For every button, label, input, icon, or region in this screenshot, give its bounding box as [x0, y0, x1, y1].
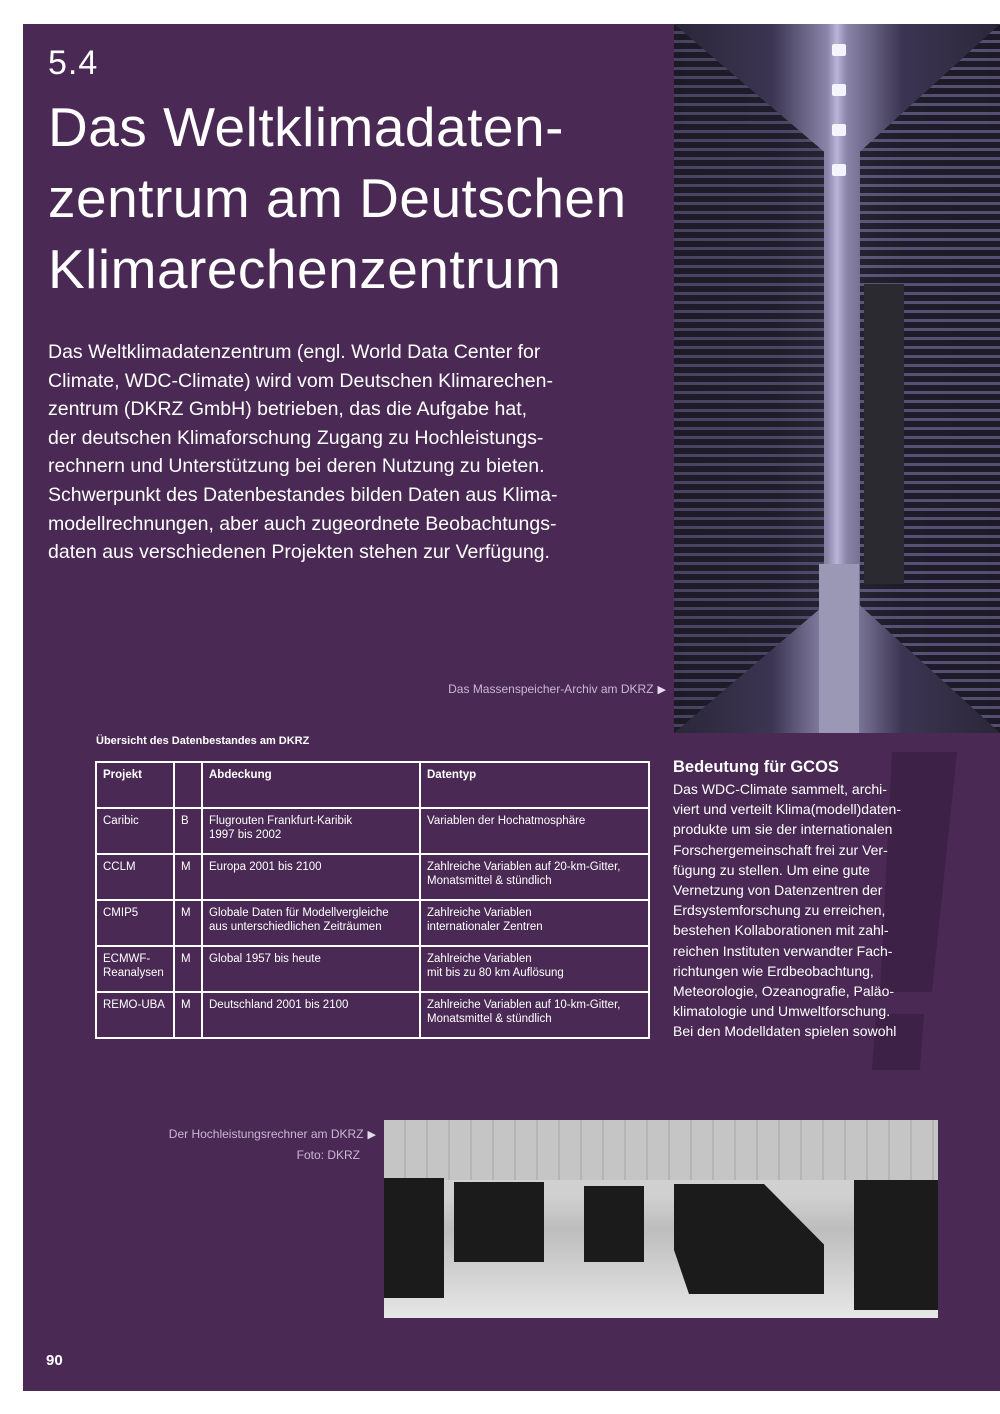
caption-archive — [340, 682, 666, 696]
ceiling — [384, 1120, 938, 1180]
table-row — [96, 900, 649, 946]
page-title: Das Weltklimadaten- zentrum am Deutschen Klimarechenzentrum — [48, 96, 627, 300]
table-cell: Europa 2001 bis 2100 — [202, 854, 420, 900]
table-row — [96, 808, 649, 854]
aisle-floor — [819, 564, 859, 733]
table-header-cell: Projekt — [96, 762, 174, 808]
sidebar-heading: Bedeutung für GCOS — [673, 758, 839, 776]
table-header-cell — [174, 762, 202, 808]
archive-photo — [674, 24, 1000, 733]
caption-supercomputer-text: Der Hochleistungsrechner am DKRZ — [168, 1127, 364, 1141]
table-cell: B — [174, 808, 202, 854]
table-cell: M — [174, 854, 202, 900]
table-header-cell: Datentyp — [420, 762, 649, 808]
tape-rack-left — [674, 24, 824, 733]
page-number: 90 — [46, 1352, 63, 1369]
server-cabinet — [454, 1182, 544, 1262]
server-cabinet — [584, 1186, 644, 1262]
table-cell: Variablen der Hochatmosphäre — [420, 808, 649, 854]
table-cell: Zahlreiche Variablen auf 10-km-Gitter, Monatsmittel & stündlich — [420, 992, 649, 1038]
caption-arrow-icon: ▶ — [657, 684, 666, 696]
table-cell: ECMWF- Reanalysen — [96, 946, 174, 992]
caption-supercomputer — [100, 1124, 376, 1165]
ceiling-light — [832, 164, 846, 176]
supercomputer-photo — [384, 1120, 938, 1318]
table-cell: Global 1957 bis heute — [202, 946, 420, 992]
table-row — [96, 946, 649, 992]
table-cell: CMIP5 — [96, 900, 174, 946]
table-cell: Zahlreiche Variablen auf 20-km-Gitter, Monatsmittel & stündlich — [420, 854, 649, 900]
data-table — [95, 761, 650, 1039]
chapter-number: 5.4 — [48, 44, 99, 82]
table-row — [96, 992, 649, 1038]
table-cell: M — [174, 900, 202, 946]
server-cabinet — [384, 1178, 444, 1298]
ceiling-light — [832, 124, 846, 136]
caption-arrow-icon: ▶ — [367, 1129, 376, 1141]
table-header-row — [96, 762, 649, 808]
table-row — [96, 854, 649, 900]
server-cabinet — [854, 1180, 938, 1310]
table-cell: REMO-UBA — [96, 992, 174, 1038]
ceiling-light — [832, 44, 846, 56]
table-cell: Flugrouten Frankfurt-Karibik 1997 bis 2002 — [202, 808, 420, 854]
intro-paragraph: Das Weltklimadatenzentrum (engl. World Data Center for Climate, WDC-Climate) wird vom Deutschen Klimarechen- zentrum (DKRZ GmbH) betrieben, das die Aufgabe hat, der deutschen Klimaforschung Zugang zu Hochleistungs- rechnern und Unterstützung bei deren Nutzung zu bieten. Schwerpunkt des Datenbestandes bilden Daten aus Klima- modellrechnungen, aber auch zugeordnete Beobachtungs- daten aus verschiedenen Projekten stehen zur Verfügung. — [48, 341, 558, 564]
robot-column — [864, 284, 904, 584]
table-cell: M — [174, 946, 202, 992]
table-cell: Caribic — [96, 808, 174, 854]
table-cell: Zahlreiche Variablen internationaler Zentren — [420, 900, 649, 946]
table-cell: Deutschland 2001 bis 2100 — [202, 992, 420, 1038]
ceiling-light — [832, 84, 846, 96]
server-cabinet — [674, 1184, 824, 1294]
table-cell: Zahlreiche Variablen mit bis zu 80 km Auflösung — [420, 946, 649, 992]
table-cell: M — [174, 992, 202, 1038]
table-cell: CCLM — [96, 854, 174, 900]
caption-archive-text: Das Massenspeicher-Archiv am DKRZ — [448, 682, 654, 696]
photo-credit: Foto: DKRZ — [296, 1148, 360, 1162]
sidebar-text: Das WDC-Climate sammelt, archi- viert und verteilt Klima(modell)daten- produkte um sie der internationalen Forschergemeinschaft frei zur Ver- fügung zu stellen. Um eine gute Vernetzung von Datenzentren der Erdsystemforschung zu erreichen, bestehen Kollaborationen mit zahl- reichen Instituten verwandter Fach- richtungen wie Erdbeobachtung, Meteorologie, Ozeanografie, Paläo- klimatologie und Umweltforschung. Bei den Modelldaten spielen sowohl — [673, 781, 901, 1040]
table-header-cell: Abdeckung — [202, 762, 420, 808]
table-cell: Globale Daten für Modellvergleiche aus unterschiedlichen Zeiträumen — [202, 900, 420, 946]
table-title: Übersicht des Datenbestandes am DKRZ — [96, 735, 310, 747]
